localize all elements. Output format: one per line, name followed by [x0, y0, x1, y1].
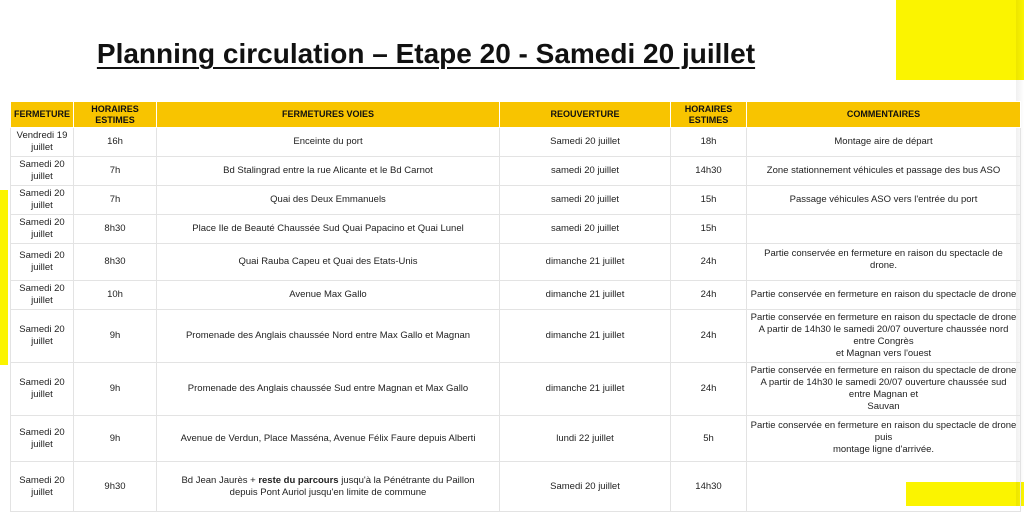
- table-row: [11, 310, 1021, 363]
- cell-horaire-fermeture: 16h: [74, 128, 157, 157]
- table-row: [11, 281, 1021, 310]
- cell-voies: [157, 416, 500, 462]
- header-horaires-estimes-reouverture: HORAIRES ESTIMES: [671, 102, 747, 128]
- cell-horaire-fermeture: 8h30: [74, 215, 157, 244]
- page-title: Planning circulation – Etape 20 - Samedi 20 juillet: [96, 38, 756, 69]
- voies-line: Quai des Deux Emmanuels: [270, 194, 386, 205]
- cell-commentaires: [747, 281, 1021, 310]
- cell-horaire-fermeture: 9h: [74, 363, 157, 416]
- cell-fermeture: Samedi 20 juillet: [11, 186, 74, 215]
- cell-commentaires: [747, 128, 1021, 157]
- voies-line: Promenade des Anglais chaussée Nord entre Max Gallo et Magnan: [185, 330, 471, 341]
- voies-line: Enceinte du port: [293, 136, 363, 147]
- cell-commentaires: [747, 215, 1021, 244]
- cell-voies: [157, 281, 500, 310]
- cell-horaire-fermeture: 8h30: [74, 244, 157, 281]
- cell-horaire-reouverture: 24h: [671, 244, 747, 281]
- voies-line: Bd Stalingrad entre la rue Alicante et le Bd Carnot: [223, 165, 433, 176]
- cell-horaire-fermeture: 7h: [74, 186, 157, 215]
- comment-line: Zone stationnement véhicules et passage des bus ASO: [766, 165, 1001, 176]
- cell-horaire-reouverture: 24h: [671, 310, 747, 363]
- cell-reouverture: samedi 20 juillet: [500, 157, 671, 186]
- comment-line: Partie conservée en fermeture en raison du spectacle de drone: [750, 365, 1017, 376]
- comment-line: Partie conservée en fermeture en raison du spectacle de drone: [750, 312, 1017, 323]
- header-reouverture: REOUVERTURE: [500, 102, 671, 128]
- cell-reouverture: dimanche 21 juillet: [500, 281, 671, 310]
- voies-line: Promenade des Anglais chaussée Sud entre Magnan et Max Gallo: [187, 383, 469, 394]
- cell-horaire-fermeture: 7h: [74, 157, 157, 186]
- cell-voies: [157, 157, 500, 186]
- cell-commentaires: [747, 462, 1021, 512]
- cell-voies: [157, 186, 500, 215]
- cell-reouverture: dimanche 21 juillet: [500, 310, 671, 363]
- cell-fermeture: Samedi 20 juillet: [11, 462, 74, 512]
- table-row: [11, 363, 1021, 416]
- cell-fermeture: Samedi 20 juillet: [11, 157, 74, 186]
- header-horaires-estimes: HORAIRES ESTIMES: [74, 102, 157, 128]
- cell-reouverture: samedi 20 juillet: [500, 186, 671, 215]
- cell-commentaires: [747, 310, 1021, 363]
- cell-reouverture: Samedi 20 juillet: [500, 462, 671, 512]
- cell-horaire-fermeture: 9h: [74, 310, 157, 363]
- cell-voies: [157, 128, 500, 157]
- comment-line: A partir de 14h30 le samedi 20/07 ouverture chaussée nord entre Congrès: [758, 324, 1009, 347]
- cell-fermeture: Samedi 20 juillet: [11, 244, 74, 281]
- voies-line: [160, 475, 496, 487]
- cell-horaire-reouverture: 24h: [671, 363, 747, 416]
- header-fermeture: FERMETURE: [11, 102, 74, 128]
- comment-line: Partie conservée en fermeture en raison du spectacle de drone puis: [750, 420, 1017, 443]
- voies-line: Place Ile de Beauté Chaussée Sud Quai Papacino et Quai Lunel: [192, 223, 464, 234]
- table-row: [11, 186, 1021, 215]
- voies-text-bold: reste du parcours: [258, 474, 339, 486]
- cell-reouverture: Samedi 20 juillet: [500, 128, 671, 157]
- comment-line: Partie conservée en fermeture en raison du spectacle de drone.: [764, 248, 1003, 271]
- table-row: [11, 244, 1021, 281]
- cell-horaire-fermeture: 9h30: [74, 462, 157, 512]
- voies-line: depuis Pont Auriol jusqu'en limite de commune: [229, 486, 427, 498]
- table-row: [11, 215, 1021, 244]
- cell-voies: [157, 244, 500, 281]
- cell-reouverture: dimanche 21 juillet: [500, 244, 671, 281]
- voies-line: Avenue Max Gallo: [289, 289, 367, 300]
- decor-yellow-top-right: [896, 0, 1024, 80]
- comment-line: Sauvan: [867, 401, 900, 412]
- cell-horaire-reouverture: 14h30: [671, 157, 747, 186]
- comment-line: et Magnan vers l'ouest: [835, 348, 932, 359]
- cell-voies: [157, 462, 500, 512]
- cell-voies: [157, 310, 500, 363]
- table-row: [11, 128, 1021, 157]
- cell-fermeture: Samedi 20 juillet: [11, 310, 74, 363]
- cell-fermeture: Samedi 20 juillet: [11, 281, 74, 310]
- cell-horaire-reouverture: 15h: [671, 215, 747, 244]
- cell-voies: [157, 363, 500, 416]
- comment-line: A partir de 14h30 le samedi 20/07 ouverture chaussée sud entre Magnan et: [760, 377, 1007, 400]
- cell-fermeture: Samedi 20 juillet: [11, 416, 74, 462]
- cell-fermeture: Samedi 20 juillet: [11, 363, 74, 416]
- cell-horaire-fermeture: 10h: [74, 281, 157, 310]
- cell-commentaires: [747, 363, 1021, 416]
- table-row: [11, 462, 1021, 512]
- cell-horaire-reouverture: 24h: [671, 281, 747, 310]
- cell-voies: [157, 215, 500, 244]
- cell-commentaires: [747, 244, 1021, 281]
- cell-horaire-reouverture: 14h30: [671, 462, 747, 512]
- cell-horaire-reouverture: 18h: [671, 128, 747, 157]
- cell-fermeture: Vendredi 19 juillet: [11, 128, 74, 157]
- cell-fermeture: Samedi 20 juillet: [11, 215, 74, 244]
- voies-text-before: Bd Jean Jaurès +: [181, 474, 259, 486]
- cell-horaire-reouverture: 15h: [671, 186, 747, 215]
- cell-commentaires: [747, 186, 1021, 215]
- table-header-row: [11, 102, 1021, 128]
- cell-commentaires: [747, 157, 1021, 186]
- voies-text-after: jusqu'à la Pénétrante du Paillon: [338, 474, 475, 486]
- comment-line: Passage véhicules ASO vers l'entrée du port: [789, 194, 978, 205]
- cell-reouverture: lundi 22 juillet: [500, 416, 671, 462]
- comment-line: Partie conservée en fermeture en raison du spectacle de drone: [750, 289, 1017, 300]
- cell-commentaires: [747, 416, 1021, 462]
- cell-reouverture: samedi 20 juillet: [500, 215, 671, 244]
- comment-line: Montage aire de départ: [834, 136, 933, 147]
- table-row: [11, 416, 1021, 462]
- voies-line: Avenue de Verdun, Place Masséna, Avenue Félix Faure depuis Alberti: [180, 432, 476, 444]
- header-fermetures-voies: FERMETURES VOIES: [157, 102, 500, 128]
- cell-horaire-fermeture: 9h: [74, 416, 157, 462]
- closure-table: [10, 101, 1021, 512]
- cell-reouverture: dimanche 21 juillet: [500, 363, 671, 416]
- cell-horaire-reouverture: 5h: [671, 416, 747, 462]
- voies-line: Quai Rauba Capeu et Quai des Etats-Unis: [238, 256, 418, 267]
- decor-yellow-left-bar: [0, 190, 8, 365]
- header-commentaires: COMMENTAIRES: [747, 102, 1021, 128]
- comment-line: montage ligne d'arrivée.: [832, 444, 935, 455]
- table-row: [11, 157, 1021, 186]
